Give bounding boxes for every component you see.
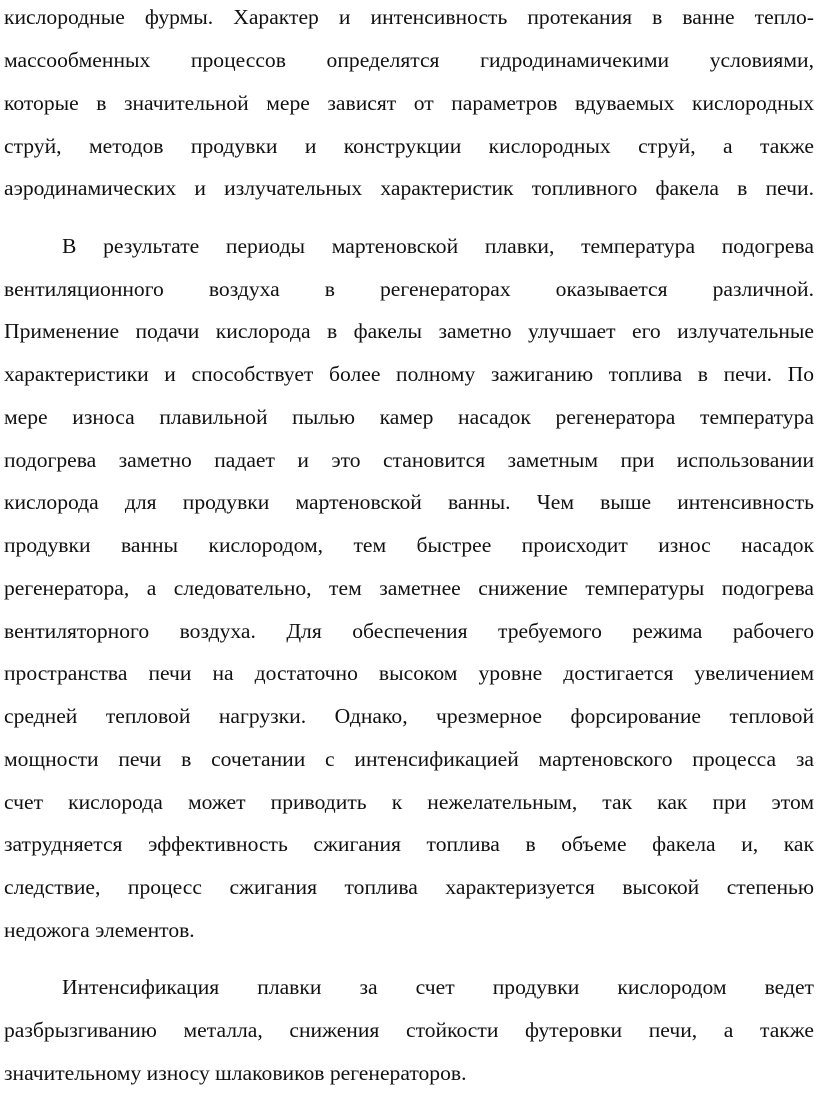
text-line: затрудняется эффективность сжигания топлива в объеме факела и, как [4, 832, 814, 856]
text-line: В результате периоды мартеновской плавки, температура подогрева [62, 234, 814, 258]
text-line: мере износа плавильной пылью камер насадок регенератора температура [4, 405, 814, 429]
text-line: средней тепловой нагрузки. Однако, чрезмерное форсирование тепловой [4, 704, 814, 728]
text-line: которые в значительной мере зависят от параметров вдуваемых кислородных [4, 91, 814, 115]
text-line: следствие, процесс сжигания топлива характеризуется высокой степенью [4, 875, 814, 899]
text-line: значительному износу шлаковиков регенераторов. [4, 1061, 467, 1085]
text-line: мощности печи в сочетании с интенсификацией мартеновского процесса за [4, 747, 814, 771]
text-line: массообменных процессов определятся гидродинамичекими условиями, [4, 48, 814, 72]
text-line: характеристики и способствует более полному зажиганию топлива в печи. По [4, 362, 814, 386]
text-line: недожога элементов. [4, 918, 195, 942]
text-line: регенератора, а следовательно, тем заметнее снижение температуры подогрева [4, 576, 814, 600]
text-line: аэродинамических и излучательных характеристик топливного факела в печи. [4, 176, 814, 200]
text-line: Применение подачи кислорода в факелы заметно улучшает его излучательные [4, 319, 814, 343]
text-line: Интенсификация плавки за счет продувки кислородом ведет [62, 975, 814, 999]
text-line: вентиляционного воздуха в регенераторах оказывается различной. [4, 277, 814, 301]
text-line: разбрызгиванию металла, снижения стойкости футеровки печи, а также [4, 1018, 814, 1042]
text-line: продувки ванны кислородом, тем быстрее происходит износ насадок [4, 533, 814, 557]
text-line: подогрева заметно падает и это становится заметным при использовании [4, 448, 814, 472]
text-line: пространства печи на достаточно высоком уровне достигается увеличением [4, 661, 814, 685]
text-line: кислорода для продувки мартеновской ванны. Чем выше интенсивность [4, 490, 814, 514]
text-line: кислородные фурмы. Характер и интенсивность протекания в ванне тепло- [4, 5, 814, 29]
text-line: струй, методов продувки и конструкции кислородных струй, а также [4, 134, 814, 158]
text-line: вентиляторного воздуха. Для обеспечения требуемого режима рабочего [4, 619, 814, 643]
text-line: счет кислорода может приводить к нежелательным, так как при этом [4, 790, 814, 814]
